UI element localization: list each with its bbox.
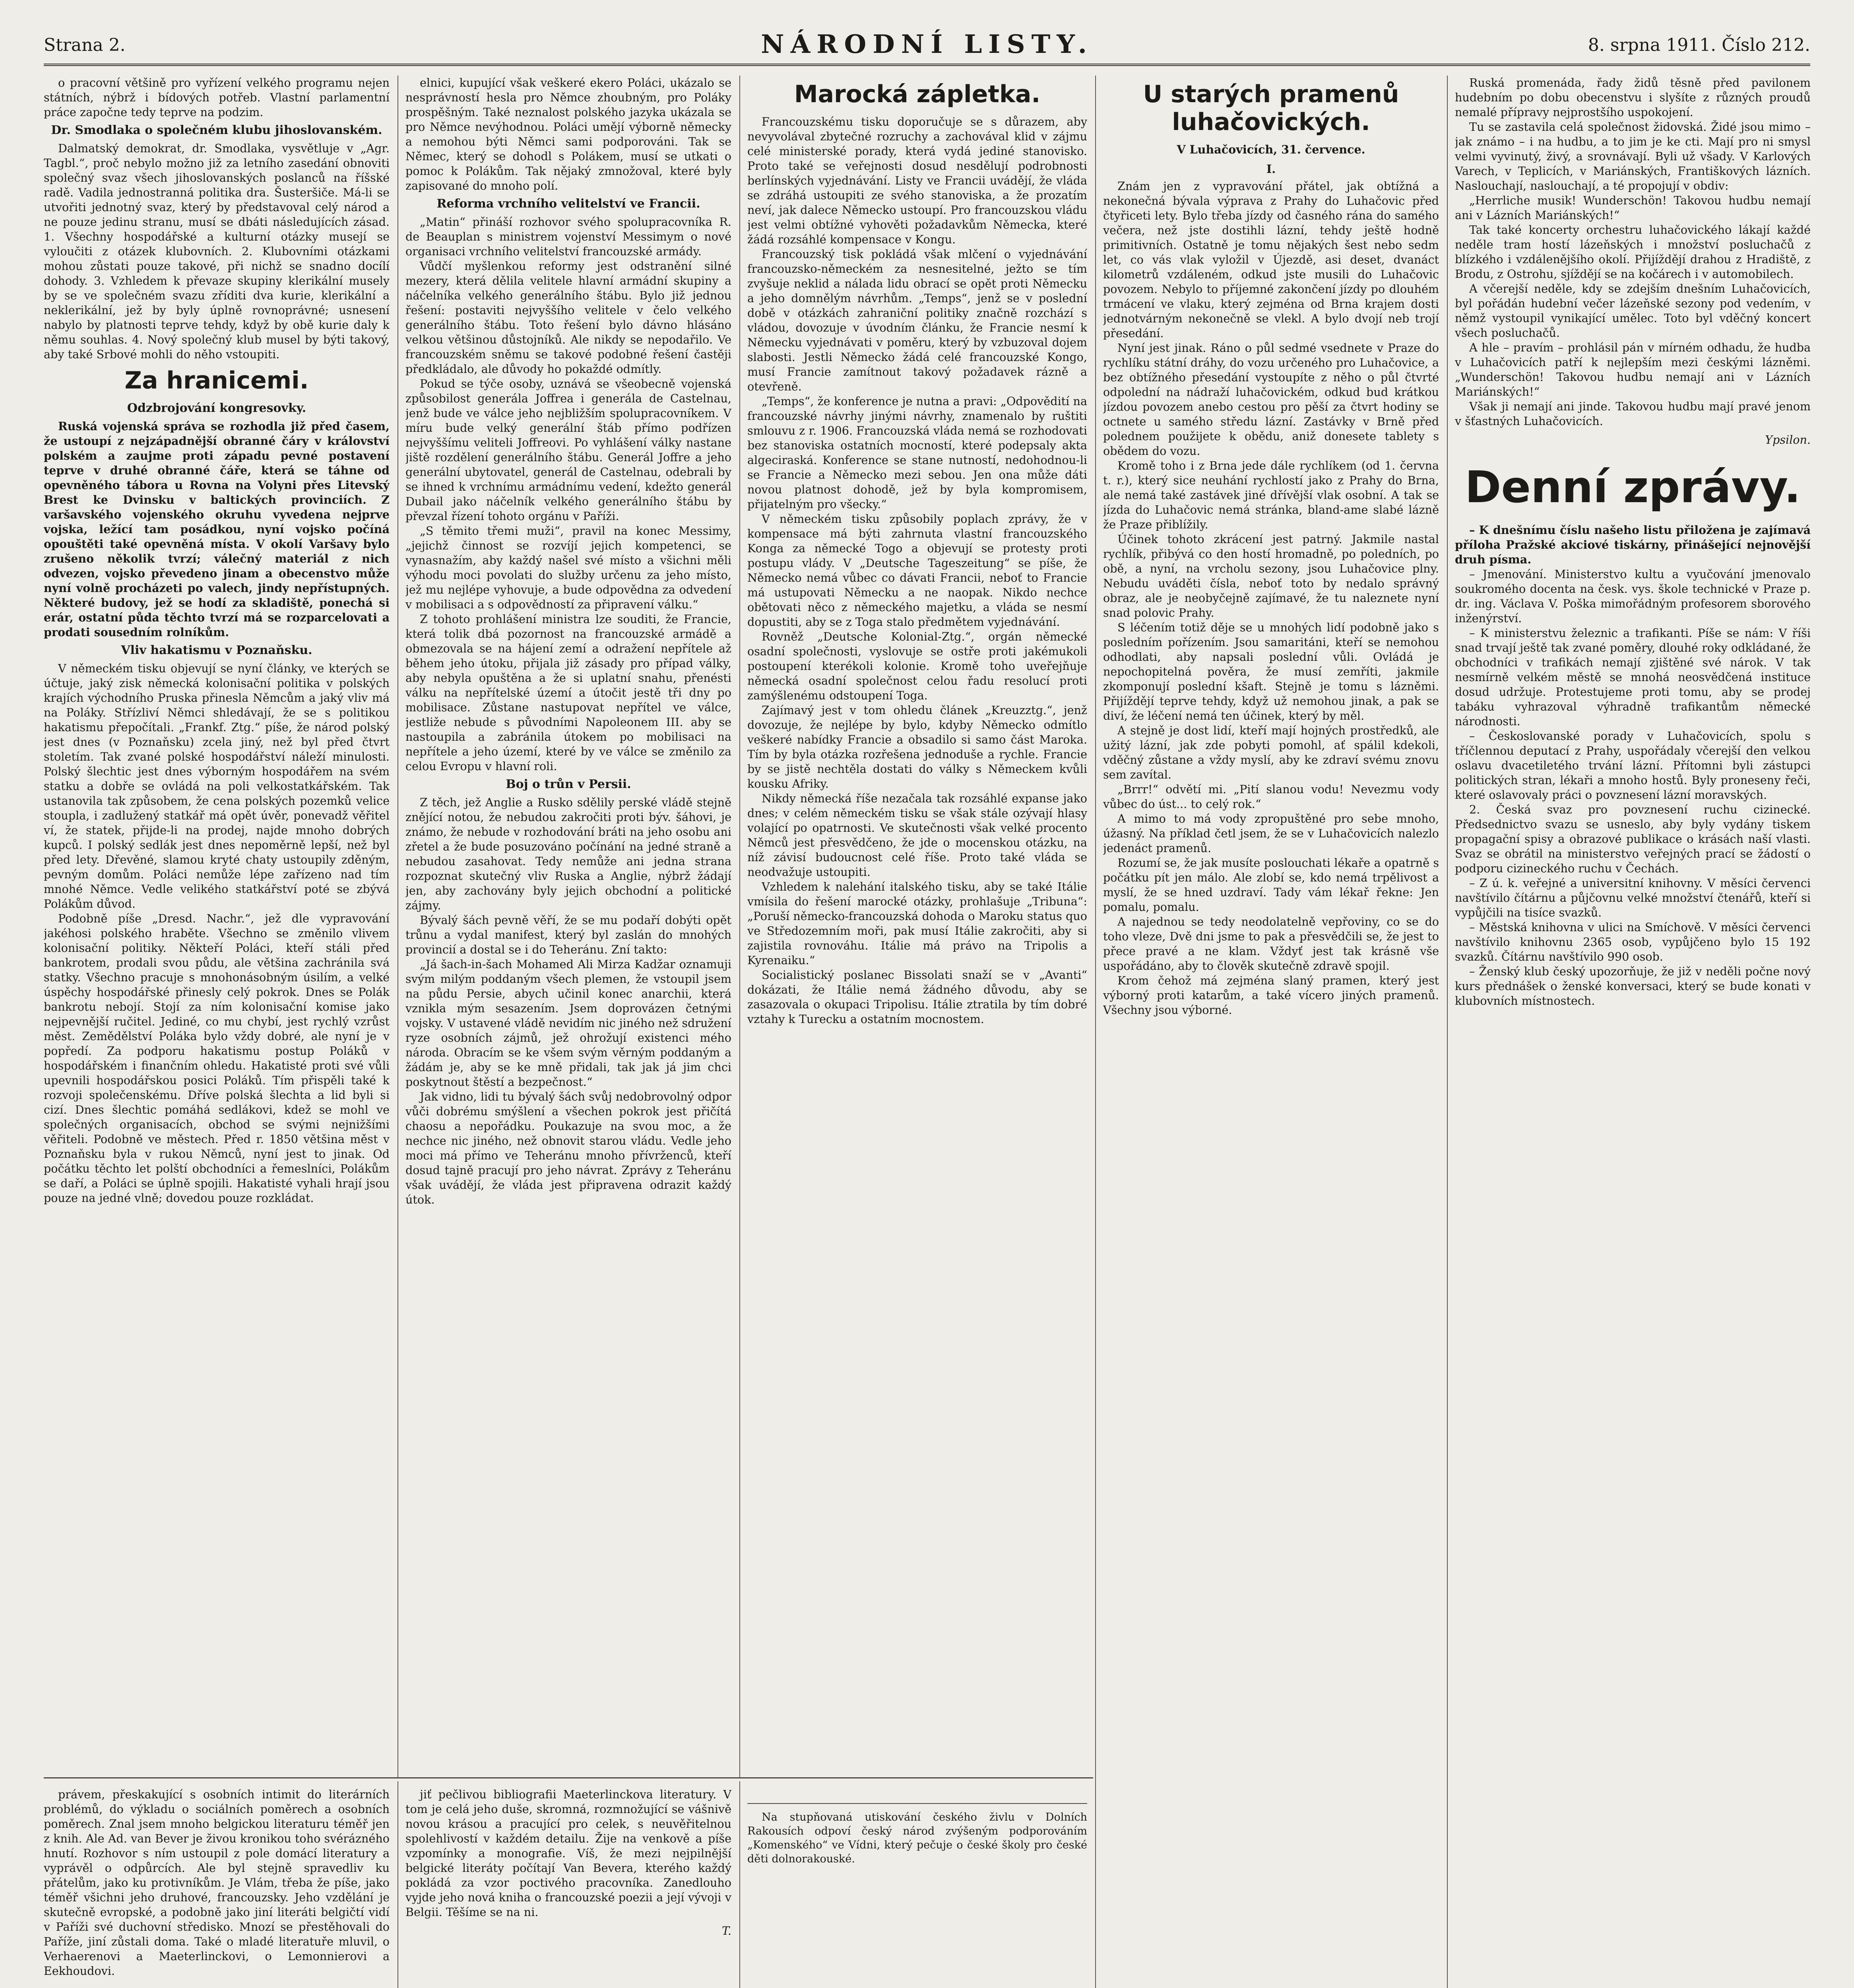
article-text: Nyní jest jinak. Ráno o půl sedmé vsednete v Praze do rychlíku státní dráhy, do vozu určeného pro Luhačovice, a bez obtížného přesedání vystoupíte z něho o půl čtvrté odpolední na nádraží luhačovickém, odkud bud krátkou jízdou povozem anebo cestou pro pěší za čtvrt hodiny se octnete u samého středu lázní. Zastávky v Brně před polednem použijete k obědu, aniž donesete tablety s obědem do vozu.: [1103, 341, 1439, 458]
article-text: elnici, kupující však veškeré ekero Poláci, ukázalo se nesprávností hesla pro Němce zhoubným, pro Poláky prospěšným. Také neznalost polského jazyka ukázala se pro Němce nevýhodnou. Poláci umějí výborně německy a nemohou býti Němci sami podporováni. Tak se Němec, který se dohodl s Polákem, musí se utkati o pomoc k Polákům. Tak nějaký zmnožoval, které byly zapisované do mnoho polí.: [405, 76, 731, 192]
column-1: [44, 76, 390, 1773]
news-item: – K ministerstvu železnic a trafikanti. Píše se nám: V říši snad trvají ještě tak zvané poměry, dlouhé roky odkládané, že obchodníci v trafikách nemají zjištěné své nárok. V tak nesmírně velkém městě se mnohá neosvědčená instituce dosud udržuje. Protestujeme proti tomu, aby se prodej tabáku vyhrazoval výhradně trafikantům německé národnosti.: [1455, 626, 1811, 728]
article-text: Znám jen z vypravování přátel, jak obtížná a nekonečná bývala výprava z Prahy do Luhačovic před čtyřiceti lety. Bylo třeba jízdy od časného rána do samého večera, než jste dostihli lázní, tehdy ještě hodně primitivních. Ostatně je tomu nějakých šest nebo sedm let, co vás vlak vyložil v Újezdě, asi deset, dvanáct kilometrů vzdáleném, odkud jste musili do Luhačovic povozem. Nebylo to příjemné zakončení jízdy po dlouhém trmácení ve vlaku, který zejména od Brna krajem dosti jednotvárným nekonečně se vlekl. A bylo dvojí neb trojí přesedání.: [1103, 179, 1439, 340]
article-heading: Dr. Smodlaka o společném klubu jihoslovanském.: [51, 123, 382, 137]
column-4: [1103, 76, 1439, 1988]
article-text: A stejně je dost lidí, kteří mají hojných prostředků, ale užitý lázní, jak zde pobyti pomohl, ať spálil kdekoli, vděčný zůstane a vždy myslí, aby ke zdraví svému znovu sem zavítal.: [1103, 724, 1439, 781]
article-part-number: I.: [1266, 162, 1276, 176]
article-text: Rozumí se, že jak musíte poslouchati lékaře a opatrně s počátku pít jen málo. Ale zlobí se, kdo nemá trpělivost a myslí, že se hned uzdraví. Tady vám lékař řekne: Jen pomalu, pomalu.: [1103, 856, 1439, 914]
article-title: Marocká zápletka.: [794, 80, 1041, 108]
article-text: Nikdy německá říše nezačala tak rozsáhlé expanse jako dnes; v celém německém tisku se však stále ozývají hlasy volající po opatrnosti. Ve skutečnosti však velké procento Němců jest přesvědčeno, že jde o mocenskou otázku, na níž závisí budoucnost celé říše. Proto také vláda se neodvažuje ustoupiti.: [747, 792, 1087, 879]
article-text: Dalmatský demokrat, dr. Smodlaka, vysvětluje v „Agr. Tagbl.“, proč nebylo možno již za letního zasedání obnoviti společný svaz všech jihoslovanských poslanců na říšské radě. Vadila jednostranná politika dra. Šusteršiče. Má-li se utvořiti jednotný svaz, který by představoval celý národ a ne pouze jedinu stranu, musí se dbáti následujících zásad. 1. Všechny hospodářské a kulturní otázky musejí se vyloučiti z otázek klubovních. 2. Klubovními otázkami mohou zůstati pouze takové, při nichž se snadno docílí dohody. 3. Vzhledem k převaze skupiny klerikální musely by se ve společném svazu zříditi dva kurie, klerikální a neklerikální, jež by byly úplně rovnoprávné; usnesení nabylo by platnosti teprve tehdy, když by obě kurie daly k němu souhlas. 4. Nový společný klub musel by býti takový, aby také Srbové mohli do něho vstoupiti.: [44, 142, 390, 361]
news-item: – K dnešnímu číslu našeho listu přiložena je zajímavá příloha Pražské akciové tiskárny, přinášející nejnovější druh písma.: [1455, 523, 1811, 566]
article-text: Jak vidno, lidi tu bývalý šách svůj nedobrovolný odpor vůči dobrému smýšlení a všechen pokrok jest přičítá chaosu a nepořádku. Poukazuje na svou moc, a že nechce nic jiného, než obnovit starou vládu. Vedle jeho moci má přímo ve Teheránu mnoho přívrženců, kteří dosud tajně pracují pro jeho návrat. Zprávy z Teheránu však uvádějí, že vláda jest připravena odrazit každý útok.: [405, 1090, 731, 1206]
issue-date: 8. srpna 1911. Číslo 212.: [1588, 35, 1810, 55]
article-text: A hle – pravím – prohlásil pán v mírném odhadu, že hudba v Luhačovicích patří k nejlepším mezi českými lázněmi. „Wunderschön! Takovou hudbu nemají ani v Lázních Mariánských!“: [1455, 341, 1811, 398]
article-title: U starých pramenů luhačovických.: [1143, 80, 1399, 136]
news-item: – Českoslovanské porady v Luhačovicích, spolu s tříčlennou deputací z Prahy, uspořádaly včerejší den velkou oslavu dvacetiletého trvání lázní. Přítomni byli zástupci politických stran, lékaři a mnoho hostů. Byly proneseny řeči, které oslavovaly práci o povznesení lázní moravských.: [1455, 729, 1811, 802]
article-text: Ruská vojenská správa se rozhodla již před časem, že ustoupí z nejzápadnější obranné čáry v království polském a zaujme proti západu pevné postavení teprve v druhé obranné čáře, která se táhne od opevněného tábora u Rovna na Volyni přes Litevský Brest ke Dvinsku v baltických provinciích. Z varšavského vojenského okruhu vyvedena nejprve vojska, ležící tam posádkou, nyní vojsko počíná opouštěti také opevněná místa. V okolí Varšavy bylo zrušeno několik tvrzí; válečný materiál z nich odvezen, vojsko převedeno jinam a obecenstvo může nyní volně procházeti po valech, jindy nepřístupných. Některé budovy, jež se hodí za skladiště, ponechá si erár, ostatní půda těchto tvrzí má se rozparcelovati a prodati sousedním rolníkům.: [44, 419, 390, 639]
news-item: – Z ú. k. veřejné a universitní knihovny. V měsíci červenci navštívilo čítárnu a půjčovnu velké množství čtenářů, kteří si vypůjčili na tisíce svazků.: [1455, 876, 1811, 919]
article-text: „Matin“ přináší rozhovor svého spolupracovníka R. de Beauplan s ministrem vojenství Messimym o nové organisaci vrchního velitelství francouzské armády.: [405, 215, 731, 258]
feuilleton-part-1: [44, 1787, 390, 1988]
column-rule: [1095, 76, 1096, 1988]
column-5: [1455, 76, 1811, 1988]
article-text: Vůdčí myšlenkou reformy jest odstranění silné mezery, která dělila velitele hlavní armádní skupiny a náčelníka velkého generálního štábu. Bylo již jednou řešení: postaviti nejvyššího velitele v čelo velkého generálního štábu. Toto řešení bylo dávno hlásáno velkou většinou důstojníků. Ale nikdy se nepodařilo. Ve francouzském sněmu se takové podobné řešení častěji předkládalo, ale důvody ho pokaždé odmítly.: [405, 259, 731, 376]
article-text: S léčením totiž děje se u mnohých lidí podobně jako s posledním pořízením. Jsou samaritáni, kteří se nemohou odhodlati, aby napsali poslední vůli. Ovládá je nepochopitelná pověra, že musí zemříti, jakmile zkomponují poslední kšaft. Stejně je tomu s lázněmi. Přijíždějí teprve tehdy, když už nemohou jinak, a pak se diví, že léčení nemá ten účinek, který by měl.: [1103, 621, 1439, 722]
column-rule: [739, 1781, 740, 1988]
notice-box: Na stupňovaná utiskování českého živlu v Dolních Rakousích odpoví český národ zvýšeným podporováním „Komenského“ ve Vídni, který pečuje o české školy pro české děti dolnorakouské.: [747, 1803, 1087, 1866]
newspaper-title: NÁRODNÍ LISTY.: [761, 29, 1093, 59]
article-text: Francouzský tisk pokládá však mlčení o vyjednávání francouzsko-německém za nesnesitelné, ježto se tím zvyšuje neklid a nálada lidu obrací se opět proti Německu a jeho domnělým návrhům. „Temps“, jenž se v poslední době v otázkách zahraniční politiky značně rozchází s vládou, dovozuje v úvodním článku, že Francie nesmí k Německu vyjednávati v poměru, který by vzbuzoval dojem slabosti. Jestli Německo žádá celé francouzské Kongo, musí Francie zamítnout takový požadavek rázně a otevřeně.: [747, 247, 1087, 393]
article-text: Socialistický poslanec Bissolati snaží se v „Avanti“ dokázati, že Itálie nemá žádného důvodu, aby se zasazovala o okupaci Tripolisu. Itálie ztratila by tím dobré vztahy k Turecku a ostatním mocnostem.: [747, 968, 1087, 1026]
feuilleton-text: jiť pečlivou bibliografii Maeterlinckova literatury. V tom je celá jeho duše, skromná, rozmnožující se vášnivě novou krásou a pracující pro celek, s neuvěřitelnou spolehlivostí v každém detailu. Žije na venkově a píše vzpomínky a monografie. Víš, že mezi nejpilnější belgické literáty počítají Van Bevera, kterého každý pokládá za vzor poctivého pracovníka. Zanedlouho vyjde jeho nová kniha o francouzské poezii a její vývoji v Belgii. Těšíme se na ni.: [405, 1788, 731, 1919]
column-3: [747, 76, 1087, 1773]
article-text: Však ji nemají ani jinde. Takovou hudbu mají pravé jenom v šťastných Luhačovicích.: [1455, 400, 1811, 428]
article-text: Bývalý šách pevně věří, že se mu podaří dobýti opět trůnu a vydal manifest, který byl zaslán do mnohých provincií a dostal se i do Teheránu. Zní takto:: [405, 913, 731, 956]
article-text: „Brrr!“ odvětí mi. „Pití slanou vodu! Nevezmu vody vůbec do úst... to celý rok.“: [1103, 782, 1439, 811]
masthead: [44, 28, 1810, 66]
article-heading: Reforma vrchního velitelství ve Francii.: [436, 197, 700, 211]
article-text: Pokud se týče osoby, uznává se všeobecně vojenská způsobilost generála Joffrea i generála de Castelnau, jenž bude ve válce jeho nejbližším spolupracovníkem. V míru bude velký generální štáb přímo podřízen nejvyššímu veliteli Joffreovi. Po vyhlášení války nastane jiště rozdělení generálního štábu. Generál Joffre a jeho generální ubytovatel, generál de Castelnau, odebrali by se ihned k vrchnímu armádnímu vedení, kdežto generál Dubail jako náčelník velkého generálního štábu by převzal řízení tohoto orgánu v Paříži.: [405, 377, 731, 523]
feuilleton-text: právem, přeskakující s osobních intimit do literárních problémů, do výkladu o sociálních poměrech a osobních poměrech. Znal jsem mnoho belgickou literaturu téměř jen z knih. Ale Ad. van Bever je živou kronikou toho svérázného hnutí. Rozhovor s ním ustoupil z pole domácí literatury a vyprávěl o odpůrcích. Ale byl stejně spravedliv ku přátelům, jako ku protivníkům. Je Vlám, třeba že píše, jako téměř všichni jeho druhové, francouzsky. Jeho vzdělání je skutečně evropské, a podobně jako jiní literáti belgičtí vidí v Paříži své duchovní středisko. Mnozí se přestěhovali do Paříže, jiní zůstali doma. Také o mladé literatuře mluvil, o Verhaerenovi a Maeterlinckovi, o Lemonnierovi a Eekhoudovi.: [44, 1788, 390, 1978]
article-text: A najednou se tedy neodolatelně vepřoviny, co se do toho vleze, Dvě dni jsme to pak a přesvědčili se, že jest to přece pravé a ne klam. Vždyť jest tak krásně vše uspořádáno, aby to člověk skutečně zdravě spojil.: [1103, 915, 1439, 973]
article-text: Kromě toho i z Brna jede dále rychlíkem (od 1. června t. r.), který sice neuhání rychlostí jako z Prahy do Brna, ale nemá také zastávek jiné dřívější vlak osobní. A tak se jízda do Luhačovic nemá stránka, bland-ame slabé lázně že Praze přiblížily.: [1103, 459, 1439, 531]
feuilleton-signature: T.: [722, 1924, 731, 1938]
section-title: Za hranicemi.: [124, 367, 309, 394]
news-item: – Jmenování. Ministerstvo kultu a vyučování jmenovalo soukromého docenta na česk. vys. škole technické v Praze p. dr. ing. Václava V. Poška mimořádným profesorem sborového inženýrství.: [1455, 567, 1811, 625]
news-item: 2. Česká svaz pro povznesení ruchu cizinecké. Předsednictvo svazu se usneslo, aby byly vydány tiskem propagační spisy a obrazové publikace o krásách naší vlasti. Svaz se obrátil na ministerstvo veřejných prací se žádostí o podporu cizineckého ruchu v Čechách.: [1455, 803, 1811, 875]
article-text: Francouzskému tisku doporučuje se s důrazem, aby nevyvolával zbytečné rozruchy a zachovával klid v zájmu celé ministerské porady, která vydá jediné stanovisko. Proto také se veřejnosti dosud nesdělují podrobnosti berlínských vyjednávání. Listy ve Francii uvádějí, že vláda se zdráhá ustoupiti ze svého stanoviska, a že prozatím neví, jak dalece Německo ustoupí. Pro francouzskou vládu jest velmi obtížné vyhověti požadavkům Německa, které žádá rozsáhlé kompensace v Kongu.: [747, 115, 1087, 246]
article-heading: Odzbrojování kongresovky.: [127, 401, 306, 415]
feuilleton-part-2: [405, 1787, 731, 1988]
article-dateline: V Luhačovicích, 31. července.: [1177, 143, 1365, 156]
article-text: „Herrliche musik! Wunderschön! Takovou hudbu nemají ani v Lázních Mariánských!“: [1455, 194, 1811, 222]
article-text: Podobně píše „Dresd. Nachr.“, jež dle vypravování jakéhosi polského hraběte. Všechno se změnilo vlivem kolonisační politiky. Někteří Poláci, kteří stáli před bankrotem, prodali svou půdu, ale většina zachránila svá statky. Všechno pracuje s mnohonásobným úsilím, a velké úspěchy hospodářské přinesly celý pokrok. Dnes se Polák bankrotu nebojí. Stojí za ním kolonisační komise jako nejpevnější ručitel. Jediné, co mu chybí, jest rychlý vzrůst měst. Zemědělství Poláka bylo vždy dobré, ale nyní je v popředí. Za podporu hakatismu postup Poláků v hospodářském i finančním ohledu. Hakatisté proti své vůli upevnili hospodářskou posici Poláků. Tím přispěli také k rozvoji společenskému. Dříve polská šlechta a lid byli si cizí. Dnes šlechtic pomáhá sedlákovi, kdež se mohl ve společných organisacích, obchod se svými nejnižšími věřiteli. Podobně ve městech. Před r. 1850 většina měst v Poznaňsku byla v rukou Němců, nyní jest to jinak. Od počátku těchto let polští obchodníci a řemeslníci, Polákům se daří, a Poláci se úplně spojili. Hakatisté vyhali hrají jsou pouze na jedné vlně; dovedou pouze rozkládat.: [44, 912, 390, 1205]
article-text: Vzhledem k nalehání italského tisku, aby se také Itálie vmísila do řešení marocké otázky, prohlašuje „Tribuna“: „Poruší německo-francouzská dohoda o Maroku status quo ve Středozemním moři, pak musí Itálie zakročiti, aby si zajistila rovnováhu. Itálie má právo na Tripolis a Kyrenaiku.“: [747, 880, 1087, 967]
column-2: [405, 76, 731, 1773]
column-rule: [1447, 76, 1448, 1988]
article-text: Z tohoto prohlášení ministra lze souditi, že Francie, která tolik dbá pozornost na francouzské armádě a obmezovala se na hájení zemí a odražení nepřítele až během jeho útoku, přijala již zásady pro případ války, aby nebyla opuštěna a že si uplatní snahu, přenésti válku na nepřítelské území a útočit jestě tři dny po mobilisace. Zůstane nastupovat nepřítel ve válce, jestliže nebude s původními Napoleonem III. aby se nastoupila a zabránila útokem po mobilisaci na nepřítele a jeho území, které by ve válce se změnilo za celou Evropu v hlavní roli.: [405, 612, 731, 773]
news-item: – Městská knihovna v ulici na Smíchově. V měsíci červenci navštívilo knihovnu 2365 osob, vypůjčeno bylo 15 192 svazků. Čítárnu navštívilo 990 osob.: [1455, 920, 1811, 963]
page-number: Strana 2.: [44, 35, 126, 55]
column-rule: [739, 76, 740, 1777]
article-text: Krom čehož má zejména slaný pramen, který jest výborný proti katarům, a také vícero jiných pramenů. Všechny jsou výborné.: [1103, 974, 1439, 1017]
article-text: A včerejší neděle, kdy se zdejším dnešním Luhačovicích, byl pořádán hudební večer lázeňské sezony pod vedením, v němž vystoupil vynikající umělec. Toto byl vděčný koncert všech posluchačů.: [1455, 282, 1811, 340]
article-text: Účinek tohoto zkrácení jest patrný. Jakmile nastal rychlík, přibývá co den hostí hromadně, po poledních, po obě, a nyní, na vrcholu sezony, jsou Luhačovice plny. Nebudu uváděti čísla, neboť toto by nedalo správný obraz, ale je neobyčejně zajímavé, že tu naleznete nyní snad polovic Prahy.: [1103, 532, 1439, 619]
article-text: „S těmito třemi muži“, pravil na konec Messimy, „jejichž činnost se rozvíjí jejich kompetenci, se vynasnažím, aby každý našel své místo a všichni měli výhodu moci povolati do služby určenu za jeho místo, jež mu nejlépe vyhovuje, a bude odpovědna za odvedení v mobilisaci a s odpovědností za připravení válku.“: [405, 524, 731, 611]
author-signature: Ypsilon.: [1765, 433, 1811, 447]
article-text: V německém tisku způsobily poplach zprávy, že v kompensace má býti zahrnuta vlastní francouzského Konga za německé Togo a objevují se protesty proti postupu vlády. V „Deutsche Tageszeitung“ se píše, že Německo nemá vůbec co dávati Francii, neboť to Francie má ustupovati Německu a ne naopak. Nikdo nechce obětovati něco z německého majetku, a vláda se nesmí dopustiti, aby se z Toga stalo předmětem vyjednávání.: [747, 512, 1087, 629]
article-text: Tu se zastavila celá společnost židovská. Židé jsou mimo – jak známo – i na hudbu, a to jim je ke cti. Mají pro ni smysl velmi vyvinutý, živý, a srovnávají. Byli už všady. V Karlových Varech, v Teplicích, v Mariánských, Františkových lázních. Naslouchají, naslouchají, a té propojují v obdiv:: [1455, 120, 1811, 192]
notice-column: [747, 1787, 1087, 1988]
article-text: V německém tisku objevují se nyní články, ve kterých se účtuje, jaký zisk německá kolonisační politika v polských krajích východního Pruska přinesla Němcům a jaký vliv má na Poláky. Střízliví Němci shledávají, že se s politikou hakatismu přepočítali. „Frankf. Ztg.“ píše, že národ polský jest dnes (v Poznaňsku) zcela jiný, než byl před čtvrt stoletím. Tak zvané polské hospodářství náleží minulosti. Polský šlechtic jest dnes výborným hospodářem na svém statku a dobře se ovládá na poli velkostatkářském. Tak ustanovila tak způsobem, že cena polských pozemků velice stoupla, i zadlužený statkář má opět úvěr, ponevadž věřitel ví, že statek, přijde-li na prodej, najde mnoho dobrých kupců. I polský sedlák jest dnes nepoměrně lepší, než byl před lety. Dřevěné, slamou kryté chaty ustoupily zděným, pevným domům. Poláci nemůže lépe zařízeno nad tím mnohé Němce. Vedle velikého statkářství poté se zbývá Polákům důvod.: [44, 662, 390, 911]
article-text: „Temps“, že konference je nutna a pravi: „Odpovědití na francouzské návrhy jinými návrhy, znamenalo by ruštiti smlouvu z r. 1906. Francouzská vláda nemá se rozhodovati bez stanoviska ostatních mocností, které podepsaly akta algeciraská. Konference se stane nutností, nedohodnou-li se Francie a Německo mezi sebou. Jen ona může dáti novou platnost dohodě, jež by byla kompromisem, přijatelným pro všecky.“: [747, 394, 1087, 511]
news-item: – Ženský klub český upozorňuje, že již v neděli počne nový kurs přednášek o ženské konversaci, který se bude konati v klubovních místnostech.: [1455, 965, 1811, 1008]
section-divider: [44, 1777, 1093, 1778]
article-text: A mimo to má vody zpropuštěné pro sebe mnoho, úžasný. Na příklad četl jsem, že se v Luhačovicích nalezlo jedenáct pramenů.: [1103, 812, 1439, 855]
article-text: Tak také koncerty orchestru luhačovického lákají každé neděle tram hostí lázeňských i množství posluchačů z blízkého i vzdálenějšího okolí. Přijíždějí drahou z Hradiště, z Brodu, z Ostrohu, sjíždějí se na kočárech i v automobilech.: [1455, 223, 1811, 281]
article-text: Ruská promenáda, řady židů těsně před pavilonem hudebním po dobu obecenstvu i slyšíte z různých proudů nemalé přípravy nejprostšího uspokojení.: [1455, 76, 1811, 119]
article-text: „Já šach-in-šach Mohamed Ali Mirza Kadžar oznamuji svým milým poddaným všech plemen, že vstoupil jsem na půdu Persie, abych učinil konec anarchii, která vznikla mým sesazením. Jsem doprovázen četnými vojsky. V ustavené vládě nevidím nic jiného než sdružení ryze osobních zájmů, jež ohrožují existenci mého národa. Obracím se ke všem svým věrným poddaným a žádám je, aby se ke mně přidali, tak jak já jim chci poskytnout štěstí a bezpečnost.“: [405, 957, 731, 1089]
article-text: Rovněž „Deutsche Kolonial-Ztg.“, orgán německé osadní společnosti, vyslovuje se ostře proti jakémukoli postoupení kterékoli kolonie. Kromě toho uveřejňuje německá osadní společnost celou řadu resolucí proti zamýšlenému odstoupení Toga.: [747, 630, 1087, 702]
article-text: Z těch, jež Anglie a Rusko sdělily perské vládě stejně znějící notou, že nebudou zakročiti proti býv. šáhovi, je známo, že nebude v rozhodování bráti na jeho osobu ani zřetel a že bude posuzováno počínání na jedné straně a nebudou zasahovat. Tedy nemůže ani jedna strana rozpoznat skutečný vliv Ruska a Anglie, nýbrž žádají jen, aby zachovány byly jejich obchodní a politické zájmy.: [405, 796, 731, 912]
section-title: Denní zprávy.: [1465, 462, 1801, 513]
article-heading: Boj o trůn v Persii.: [506, 777, 631, 791]
article-heading: Vliv hakatismu v Poznaňsku.: [121, 643, 312, 657]
article-text: o pracovní většině pro vyřízení velkého programu nejen státních, nýbrž i bídových potřeb. Vlastní parlamentní práce započne tedy teprve na podzim.: [44, 76, 390, 119]
article-text: Zajímavý jest v tom ohledu článek „Kreuzztg.“, jenž dovozuje, že nejlépe by bylo, kdyby Německo odmítlo veškeré nabídky Francie a obsadilo si samo část Maroka. Tím by byla otázka rozřešena jednoduše a rychle. Francie by se jistě nechtěla dostati do války s Německem kvůli kousku Afriky.: [747, 703, 1087, 790]
